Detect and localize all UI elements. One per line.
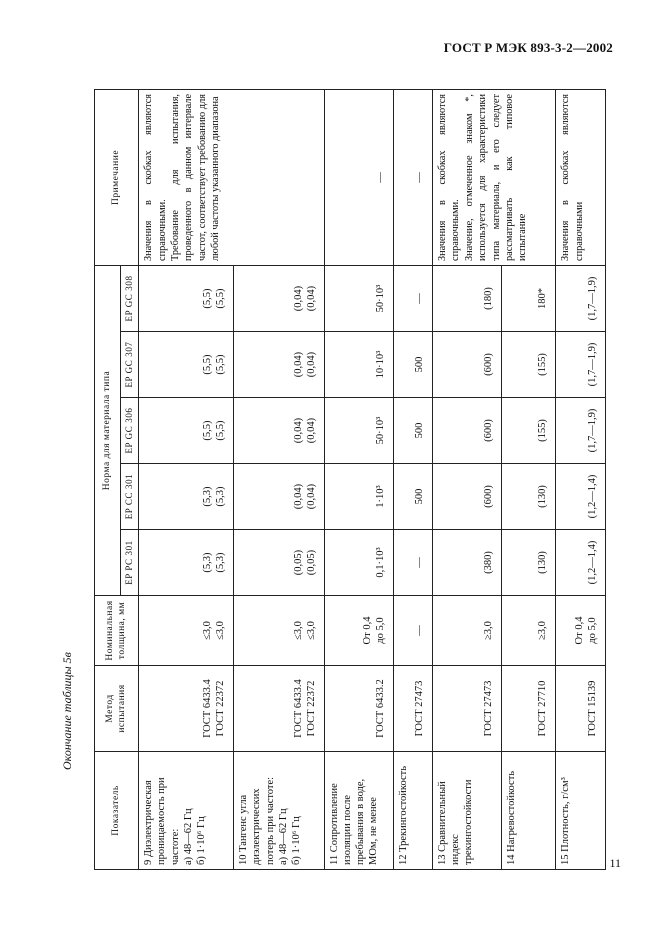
table-caption: Окончание таблицы 5в (60, 652, 74, 770)
value-cell: (0,05) (0,05) (234, 530, 325, 596)
indicator-cell: 13 Сравнительный индекс трекингостойкости (433, 752, 502, 870)
value-cell: 500 (394, 398, 433, 464)
value-cell: (155) (502, 332, 556, 398)
header-type: EP CC 301 (121, 464, 139, 530)
value-cell: 500 (394, 464, 433, 530)
note-cell: — (325, 89, 394, 265)
header-type: EP GC 307 (121, 332, 139, 398)
header-method: Метод испытания (95, 666, 139, 752)
value-cell: (5,5) (5,5) (139, 398, 234, 464)
thickness-cell: От 0,4 до 5,0 (325, 596, 394, 666)
value-cell: (5,3) (5,3) (139, 530, 234, 596)
method-cell: ГОСТ 27473 (394, 666, 433, 752)
header-norm-group: Норма для материала типа (95, 265, 121, 595)
value-cell: (5,5) (5,5) (139, 265, 234, 331)
value-cell: (600) (433, 332, 502, 398)
value-cell: (1,2—1,4) (556, 530, 606, 596)
value-cell: (5,5) (5,5) (139, 332, 234, 398)
table-row (394, 89, 433, 869)
header-type: EP GC 308 (121, 265, 139, 331)
value-cell: (0,04) (0,04) (234, 398, 325, 464)
thickness-cell: ≤3,0 ≤3,0 (234, 596, 325, 666)
header-thickness: Номинальная толщина, мм (95, 596, 139, 666)
indicator-cell: 15 Плотность, г/см³ (556, 752, 606, 870)
value-cell: (130) (502, 464, 556, 530)
method-cell: ГОСТ 6433.4 ГОСТ 22372 (139, 666, 234, 752)
document-header: ГОСТ Р МЭК 893-3-2—2002 (443, 40, 613, 55)
thickness-cell: ≥3,0 (502, 596, 556, 666)
page-number: 11 (609, 856, 621, 870)
value-cell: 50·10³ (325, 265, 394, 331)
header-note: Примечание (95, 89, 139, 265)
method-cell: ГОСТ 27473 (433, 666, 502, 752)
value-cell: (0,04) (0,04) (234, 464, 325, 530)
value-cell: — (394, 265, 433, 331)
thickness-cell: ≥3,0 (433, 596, 502, 666)
value-cell: (155) (502, 398, 556, 464)
value-cell: 50·10³ (325, 398, 394, 464)
thickness-cell: — (394, 596, 433, 666)
rotated-table-container (94, 90, 606, 870)
properties-table (94, 89, 606, 870)
value-cell: 0,1·10³ (325, 530, 394, 596)
indicator-cell: 14 Нагревостойкость (502, 752, 556, 870)
value-cell: (1,7—1,9) (556, 398, 606, 464)
header-indicator: Показатель (95, 752, 139, 870)
value-cell: (130) (502, 530, 556, 596)
method-cell: ГОСТ 6433.2 (325, 666, 394, 752)
value-cell: 500 (394, 332, 433, 398)
thickness-cell: От 0,4 до 5,0 (556, 596, 606, 666)
table-row (433, 89, 502, 869)
thickness-cell: ≤3,0 ≤3,0 (139, 596, 234, 666)
value-cell: (1,7—1,9) (556, 332, 606, 398)
indicator-cell: 9 Диэлектрическая проницаемость при частоте: а) 48—62 Гц б) 1·10⁶ Гц (139, 752, 234, 870)
value-cell: (1,7—1,9) (556, 265, 606, 331)
value-cell: 10·10³ (325, 332, 394, 398)
table-body (139, 89, 606, 869)
header-type: EP PC 301 (121, 530, 139, 596)
value-cell: (600) (433, 464, 502, 530)
table-row (139, 89, 234, 869)
method-cell: ГОСТ 27710 (502, 666, 556, 752)
value-cell: (600) (433, 398, 502, 464)
note-cell: Значения в скобках являются справочными (556, 89, 606, 265)
indicator-cell: 12 Трекингостойкость (394, 752, 433, 870)
value-cell: (5,3) (5,3) (139, 464, 234, 530)
note-cell: — (394, 89, 433, 265)
indicator-cell: 11 Сопротивление изоляции после пребывания в воде, МОм, не менее (325, 752, 394, 870)
indicator-cell: 10 Тангенс угла диэлектрических потерь при частоте: а) 48—62 Гц б) 1·10⁶ Гц (234, 752, 325, 870)
value-cell: (1,2—1,4) (556, 464, 606, 530)
table-row (325, 89, 394, 869)
value-cell: 180* (502, 265, 556, 331)
value-cell: — (394, 530, 433, 596)
method-cell: ГОСТ 6433.4 ГОСТ 22372 (234, 666, 325, 752)
note-cell: Значения в скобках являются справочными. Значение, отмеченное знаком *, используется для характеристики типа материала, и его следует рассматривать как типовое испытание (433, 89, 556, 265)
value-cell: (0,04) (0,04) (234, 265, 325, 331)
method-cell: ГОСТ 15139 (556, 666, 606, 752)
value-cell: 1·10³ (325, 464, 394, 530)
note-cell: Значения в скобках являются справочными. Требование для испытания, проведенного в данном интервале частот, соответствует требованию для любой частоты указанного диапазона (139, 89, 325, 265)
value-cell: (380) (433, 530, 502, 596)
header-type: EP GC 306 (121, 398, 139, 464)
value-cell: (0,04) (0,04) (234, 332, 325, 398)
value-cell: (180) (433, 265, 502, 331)
table-row (556, 89, 606, 869)
